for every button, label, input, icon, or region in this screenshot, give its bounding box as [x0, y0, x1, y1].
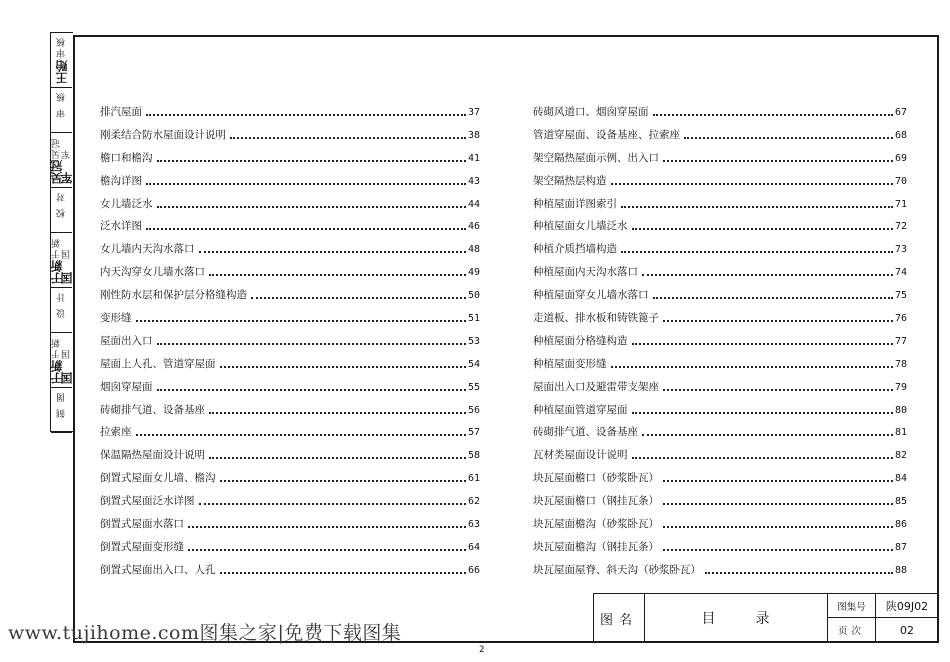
toc-entry-page: 44: [467, 198, 480, 210]
toc-entry-page: 66: [467, 564, 480, 576]
toc-entry-title: 块瓦屋面屋脊、斜天沟（砂浆卧瓦）: [533, 563, 701, 576]
toc-entry-page: 53: [467, 335, 480, 347]
toc-entry-page: 72: [894, 221, 907, 233]
toc-entry-title: 屋面上人孔、管道穿屋面: [100, 357, 216, 370]
page-number: 2: [479, 645, 485, 655]
toc-entry-page: 67: [894, 107, 907, 118]
toc-leader-dots: [642, 262, 893, 276]
toc-entry-title: 种植屋面管道穿屋面: [533, 403, 628, 416]
toc-entry-page: 50: [467, 290, 480, 302]
sidebar-cell: [51, 133, 72, 188]
sidebar-cell: [51, 33, 72, 88]
toc-entry: [100, 490, 480, 513]
drawing-name-value: 目录: [644, 594, 828, 642]
toc-entry-page: 41: [467, 152, 480, 164]
toc-leader-dots: [230, 125, 466, 139]
sidebar-cell: [51, 333, 72, 388]
toc-entry: [533, 238, 907, 261]
toc-entry-title: 泛水详图: [100, 220, 142, 233]
toc-entry-title: 架空隔热屋面示例、出入口: [533, 151, 659, 164]
toc-entry: [100, 536, 480, 559]
toc-leader-dots: [251, 285, 466, 299]
toc-leader-dots: [199, 491, 466, 505]
toc-entry-title: 种植屋面变形缝: [533, 357, 607, 370]
toc-entry-title: 种植屋面女儿墙泛水: [533, 220, 628, 233]
atlas-number-label: 图集号: [828, 594, 876, 618]
approval-sidebar: [50, 32, 73, 432]
toc-entry: [533, 170, 907, 193]
toc-leader-dots: [220, 468, 466, 482]
toc-entry-title: 管道穿屋面、设备基座、拉索座: [533, 128, 680, 141]
toc-left-column: [100, 101, 480, 582]
toc-entry-page: 54: [467, 358, 480, 370]
toc-entry-title: 砖砌排气道、设备基座: [533, 426, 638, 439]
toc-entry: [533, 559, 907, 582]
toc-entry: [533, 147, 907, 170]
toc-entry-page: 68: [894, 129, 907, 141]
signature-mark: 于新国: [49, 260, 74, 284]
toc-entry-title: 内天沟穿女儿墙水落口: [100, 266, 205, 279]
toc-entry: [100, 261, 480, 284]
toc-leader-dots: [146, 171, 466, 185]
sidebar-role-label: 于新国: [51, 236, 72, 259]
toc-leader-dots: [663, 308, 893, 322]
toc-leader-dots: [684, 125, 893, 139]
toc-entry-page: 71: [894, 198, 907, 210]
toc-entry-title: 保温隔热屋面设计说明: [100, 449, 205, 462]
signature-mark: 吴冠军: [49, 160, 74, 184]
toc-entry: [533, 193, 907, 216]
toc-entry: [533, 353, 907, 376]
toc-entry-page: 49: [467, 267, 480, 279]
toc-entry-page: 86: [894, 519, 907, 531]
toc-entry: [100, 147, 480, 170]
toc-leader-dots: [663, 514, 893, 528]
toc-entry-title: 瓦材类屋面设计说明: [533, 449, 628, 462]
toc-entry: [533, 399, 907, 422]
sidebar-cell: [51, 233, 72, 288]
toc-entry-title: 砖砌风道口、烟囱穿屋面: [533, 106, 649, 118]
sidebar-role-label: 审核: [56, 36, 67, 58]
sidebar-role-label: 设 计: [56, 291, 67, 318]
toc-entry-page: 84: [894, 473, 907, 485]
toc-entry-page: 69: [894, 152, 907, 164]
toc-leader-dots: [611, 354, 893, 368]
toc-leader-dots: [136, 308, 466, 322]
toc-leader-dots: [653, 102, 893, 116]
toc-entry: [533, 421, 907, 444]
toc-entry-title: 屋面出入口及避雷带支架座: [533, 380, 659, 393]
toc-entry: [533, 284, 907, 307]
toc-entry-page: 38: [467, 129, 480, 141]
toc-entry-title: 女儿墙内天沟水落口: [100, 243, 195, 256]
toc-entry-page: 43: [467, 175, 480, 187]
signature-mark: 王贻: [54, 60, 69, 84]
title-block: [593, 593, 939, 643]
toc-entry-page: 56: [467, 404, 480, 416]
toc-entry-title: 种植介质挡墙构造: [533, 243, 617, 256]
toc-entry-page: 57: [467, 427, 480, 439]
toc-entry-page: 62: [467, 496, 480, 508]
toc-entry-title: 倒置式屋面出入口、人孔: [100, 563, 216, 576]
toc-entry-page: 76: [894, 313, 907, 325]
toc-entry: [100, 399, 480, 422]
toc-leader-dots: [146, 102, 466, 116]
toc-entry-page: 48: [467, 244, 480, 256]
toc-entry-title: 块瓦屋面檐沟（砂浆卧瓦）: [533, 518, 659, 531]
toc-leader-dots: [663, 537, 893, 551]
toc-leader-dots: [663, 491, 893, 505]
toc-entry-page: 46: [467, 221, 480, 233]
toc-leader-dots: [705, 560, 893, 574]
page-value: 02: [900, 623, 914, 637]
toc-entry: [100, 330, 480, 353]
toc-entry-page: 79: [894, 381, 907, 393]
toc-leader-dots: [621, 239, 893, 253]
toc-entry: [533, 124, 907, 147]
toc-entry-page: 81: [894, 427, 907, 439]
toc-leader-dots: [188, 514, 466, 528]
signature-mark: 于新国: [49, 360, 74, 384]
toc-entry-title: 架空隔热层构造: [533, 174, 607, 187]
toc-leader-dots: [188, 537, 466, 551]
toc-entry-title: 倒置式屋面女儿墙、檐沟: [100, 472, 216, 485]
sidebar-role-label: 制 图: [56, 391, 67, 418]
toc-entry-title: 屋面出入口: [100, 334, 153, 347]
atlas-number-value: 陕09J02: [876, 594, 938, 618]
toc-entry-page: 51: [467, 313, 480, 325]
toc-entry-title: 拉索座: [100, 426, 132, 439]
toc-entry-page: 80: [894, 404, 907, 416]
sidebar-cell: [51, 388, 72, 433]
toc-entry: [533, 536, 907, 559]
toc-entry: [100, 376, 480, 399]
sidebar-cell: [51, 288, 72, 333]
toc-leader-dots: [632, 445, 893, 459]
toc-entry: [100, 284, 480, 307]
toc-leader-dots: [632, 400, 893, 414]
toc-entry: [533, 376, 907, 399]
toc-entry-title: 块瓦屋面檐沟（钢挂瓦条）: [533, 540, 659, 553]
toc-entry: [533, 467, 907, 490]
toc-leader-dots: [220, 354, 466, 368]
toc-entry-page: 37: [467, 107, 480, 118]
toc-right-column: [533, 101, 907, 582]
toc-entry-title: 排汽屋面: [100, 106, 142, 118]
toc-leader-dots: [663, 148, 893, 162]
toc-leader-dots: [157, 194, 466, 208]
toc-entry-page: 58: [467, 450, 480, 462]
sidebar-role-label: 审 核: [56, 91, 67, 118]
toc-entry-title: 种植屋面穿女儿墙水落口: [533, 289, 649, 302]
toc-entry: [100, 513, 480, 536]
page-label: 页次: [828, 618, 876, 642]
toc-entry: [100, 238, 480, 261]
toc-entry-page: 63: [467, 519, 480, 531]
toc-entry-title: 倒置式屋面水落口: [100, 518, 184, 531]
toc-leader-dots: [632, 216, 893, 230]
toc-entry-title: 倒置式屋面变形缝: [100, 540, 184, 553]
toc-entry: [100, 307, 480, 330]
toc-entry-page: 55: [467, 381, 480, 393]
sidebar-cell: [51, 188, 72, 233]
toc-leader-dots: [199, 239, 466, 253]
toc-leader-dots: [632, 331, 893, 345]
toc-entry-page: 78: [894, 358, 907, 370]
toc-entry-page: 74: [894, 267, 907, 279]
toc-entry: [100, 353, 480, 376]
toc-leader-dots: [136, 422, 466, 436]
toc-entry-page: 87: [894, 541, 907, 553]
toc-entry: [100, 193, 480, 216]
sidebar-role-label: 吴冠军: [51, 136, 72, 159]
toc-entry: [100, 101, 480, 124]
toc-entry-title: 种植屋面内天沟水落口: [533, 266, 638, 279]
toc-entry: [533, 330, 907, 353]
toc-entry-page: 75: [894, 290, 907, 302]
toc-entry-title: 烟囱穿屋面: [100, 380, 153, 393]
toc-entry-title: 檐沟详图: [100, 174, 142, 187]
toc-entry-page: 77: [894, 335, 907, 347]
sidebar-role-label: 校 对: [56, 191, 67, 218]
toc-entry: [100, 421, 480, 444]
toc-leader-dots: [663, 377, 893, 391]
toc-entry-title: 块瓦屋面檐口（钢挂瓦条）: [533, 495, 659, 508]
toc-leader-dots: [157, 331, 466, 345]
toc-entry-page: 64: [467, 541, 480, 553]
toc-entry: [533, 513, 907, 536]
toc-entry-title: 女儿墙泛水: [100, 197, 153, 210]
sidebar-role-label: 于新国: [51, 336, 72, 359]
toc-entry: [533, 261, 907, 284]
toc-entry: [100, 170, 480, 193]
toc-entry: [533, 444, 907, 467]
sidebar-cell: [51, 88, 72, 133]
toc-leader-dots: [157, 377, 466, 391]
toc-entry: [533, 490, 907, 513]
toc-entry-title: 刚柔结合防水屋面设计说明: [100, 128, 226, 141]
toc-leader-dots: [663, 468, 893, 482]
toc-leader-dots: [653, 285, 893, 299]
toc-leader-dots: [146, 216, 466, 230]
toc-entry-page: 85: [894, 496, 907, 508]
toc-entry-title: 块瓦屋面檐口（砂浆卧瓦）: [533, 472, 659, 485]
toc-entry-page: 61: [467, 473, 480, 485]
toc-entry-title: 变形缝: [100, 312, 132, 325]
toc-entry-page: 82: [894, 450, 907, 462]
toc-leader-dots: [209, 445, 466, 459]
toc-entry-title: 檐口和檐沟: [100, 151, 153, 164]
toc-leader-dots: [157, 148, 466, 162]
toc-entry: [533, 215, 907, 238]
toc-entry: [100, 444, 480, 467]
toc-entry: [100, 559, 480, 582]
toc-entry-title: 砖砌排气道、设备基座: [100, 403, 205, 416]
toc-entry: [100, 215, 480, 238]
toc-entry: [533, 101, 907, 124]
toc-entry-title: 刚性防水层和保护层分格缝构造: [100, 289, 247, 302]
toc-entry-page: 70: [894, 175, 907, 187]
toc-entry: [533, 307, 907, 330]
toc-entry-title: 种植屋面详图索引: [533, 197, 617, 210]
toc-leader-dots: [642, 422, 893, 436]
toc-entry: [100, 124, 480, 147]
toc-entry-title: 走道板、排水板和铸铁篦子: [533, 312, 659, 325]
toc-entry-title: 倒置式屋面泛水详图: [100, 495, 195, 508]
toc-leader-dots: [209, 400, 466, 414]
toc-entry-page: 73: [894, 244, 907, 256]
toc-entry-title: 种植屋面分格缝构造: [533, 334, 628, 347]
toc-leader-dots: [220, 560, 466, 574]
toc-leader-dots: [209, 262, 466, 276]
watermark-text: www.tujihome.com图集之家|免费下载图集: [8, 622, 402, 644]
toc-leader-dots: [611, 171, 893, 185]
drawing-name-label: 图名: [594, 594, 645, 642]
toc-entry: [100, 467, 480, 490]
toc-entry-page: 88: [894, 564, 907, 576]
toc-leader-dots: [621, 194, 893, 208]
